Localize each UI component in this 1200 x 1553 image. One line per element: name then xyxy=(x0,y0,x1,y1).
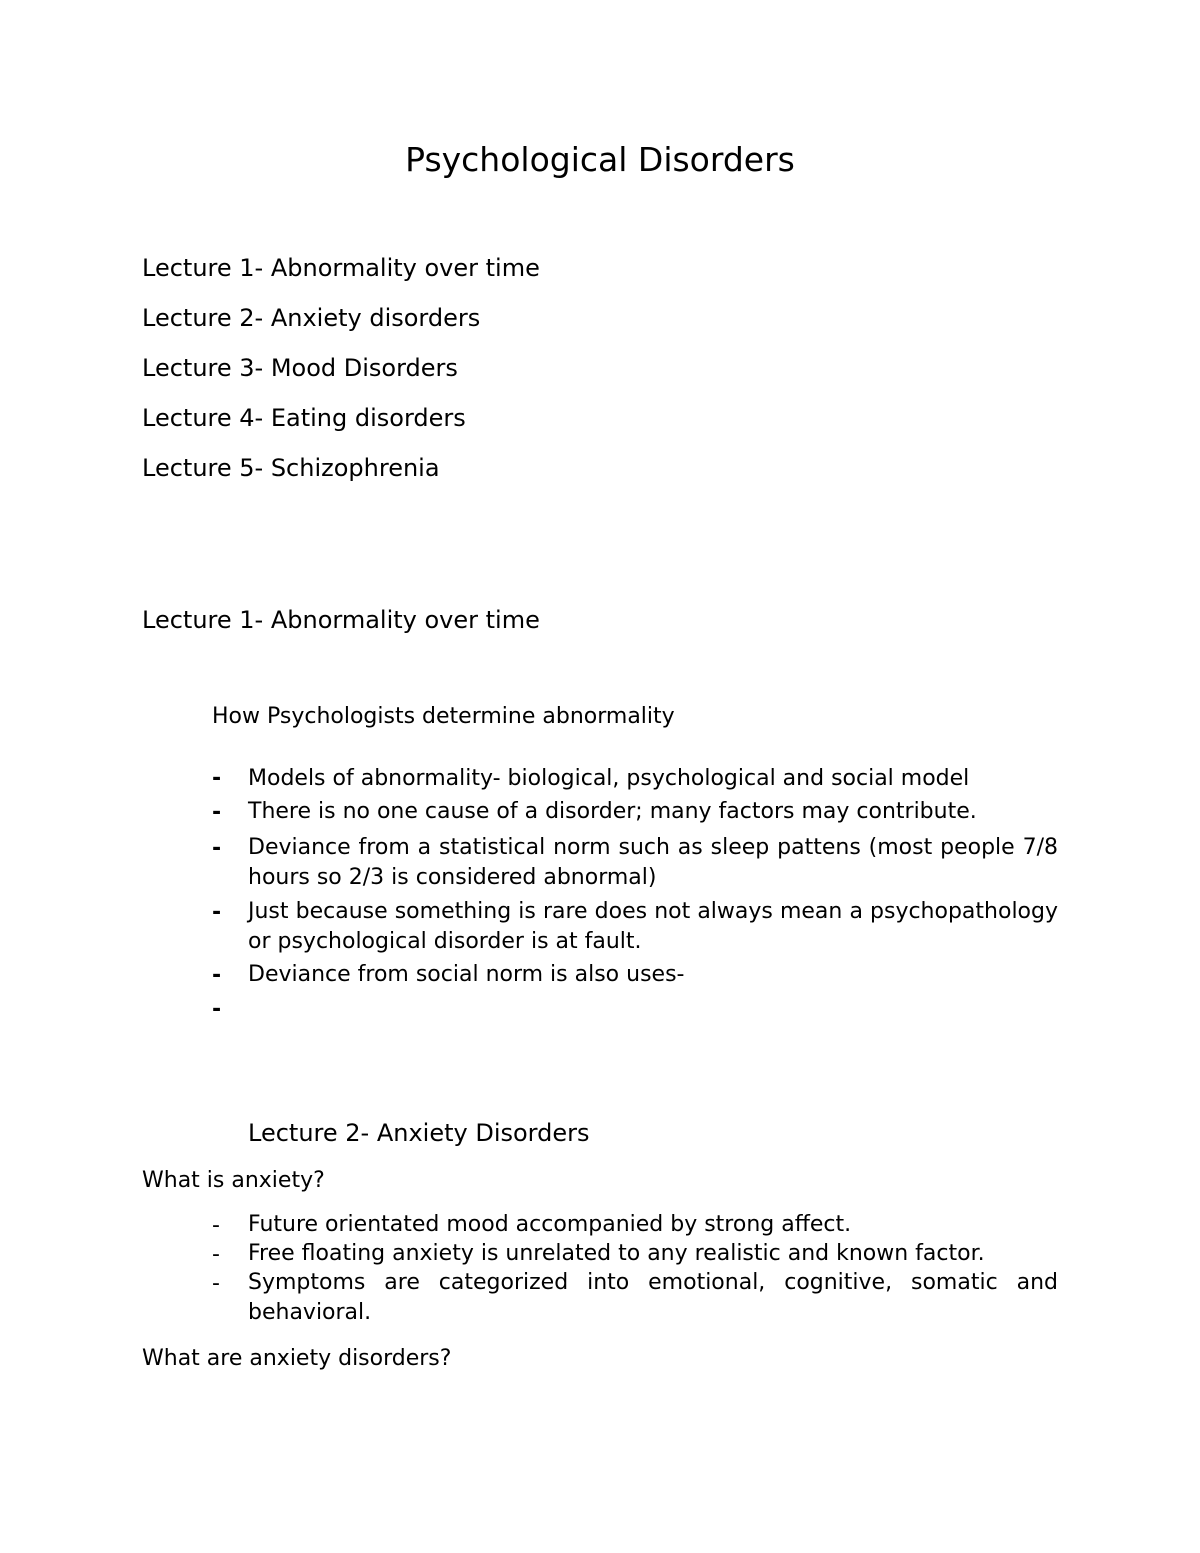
lecture2-bullet-3: Symptoms are categorized into emotional, cognitive, somatic and behavioral. xyxy=(248,1270,1058,1325)
bullet-marker: - xyxy=(212,800,222,825)
bullet-marker: - xyxy=(212,1271,220,1296)
lecture1-bullet-1: Models of abnormality- biological, psychological and social model xyxy=(248,766,970,791)
toc-item-4: Lecture 4- Eating disorders xyxy=(142,404,466,432)
bullet-marker: - xyxy=(212,997,222,1022)
lecture2-heading: Lecture 2- Anxiety Disorders xyxy=(248,1119,590,1147)
bullet-marker: - xyxy=(212,836,222,861)
lecture1-bullet-3: Deviance from a statistical norm such as sleep pattens (most people 7/8 hours so 2/3 is considered abnormal) xyxy=(248,835,1058,890)
lecture1-bullet-5: Deviance from social norm is also uses- xyxy=(248,962,685,987)
bullet-marker: - xyxy=(212,963,222,988)
bullet-marker: - xyxy=(212,766,222,791)
toc-item-3: Lecture 3- Mood Disorders xyxy=(142,354,458,382)
bullet-marker: - xyxy=(212,1242,220,1267)
lecture1-subheading: How Psychologists determine abnormality xyxy=(212,704,675,729)
bullet-marker: - xyxy=(212,1213,220,1238)
lecture2-question-2: What are anxiety disorders? xyxy=(142,1346,452,1371)
lecture2-question-1: What is anxiety? xyxy=(142,1168,325,1193)
document-title: Psychological Disorders xyxy=(405,140,795,179)
toc-item-5: Lecture 5- Schizophrenia xyxy=(142,454,440,482)
bullet-marker: - xyxy=(212,900,222,925)
lecture1-bullet-4: Just because something is rare does not always mean a psychopathology or psychological disorder is at fault. xyxy=(248,899,1058,954)
toc-item-1: Lecture 1- Abnormality over time xyxy=(142,254,540,282)
toc-item-2: Lecture 2- Anxiety disorders xyxy=(142,304,481,332)
lecture2-bullet-2: Free floating anxiety is unrelated to any realistic and known factor. xyxy=(248,1241,985,1266)
lecture1-bullet-2: There is no one cause of a disorder; many factors may contribute. xyxy=(248,799,977,824)
lecture2-bullet-1: Future orientated mood accompanied by strong affect. xyxy=(248,1212,852,1237)
lecture1-heading: Lecture 1- Abnormality over time xyxy=(142,606,540,634)
